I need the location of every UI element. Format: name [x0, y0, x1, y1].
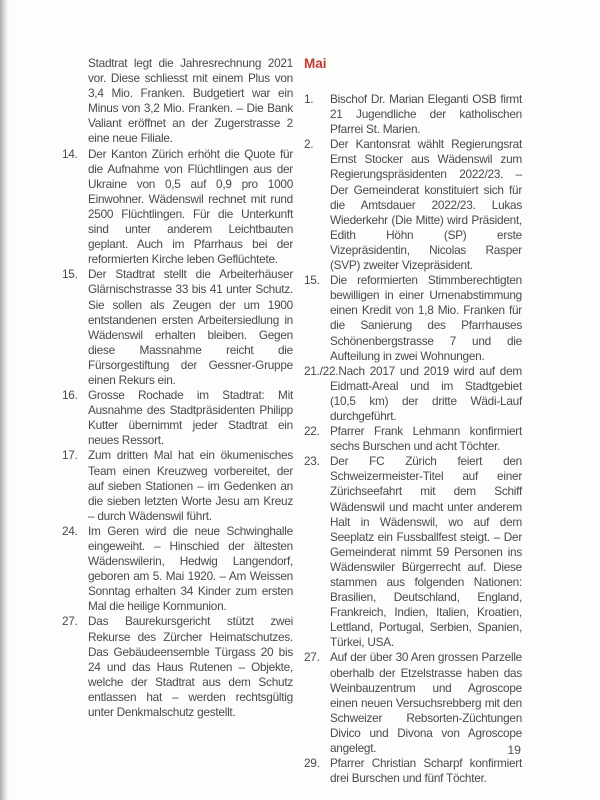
entry-number: 24.	[62, 523, 78, 538]
entry	[304, 137, 522, 273]
entry-number: 16.	[62, 388, 78, 403]
text-columns	[62, 56, 522, 786]
entry-number: 23.	[304, 454, 320, 469]
entry-number: 27.	[304, 650, 320, 665]
entry	[62, 448, 293, 523]
entry	[304, 454, 522, 650]
entry	[304, 92, 522, 137]
entry-text: Der Kanton Zürich erhöht die Quote für die Aufnahme von Flüchtlingen aus der Ukraine von 0,5 auf 0,9 pro 1000 Einwohner. Wädenswil rechnet mit rund 2500 Flüchtlingen. Für die Unterkunft sind unter anderem Leichtbauten geplant. Auch im Pfarrhaus bei der reformierten Kirche leben Geflüchtete.	[88, 146, 293, 267]
month-heading: Mai	[304, 56, 327, 71]
entry	[62, 524, 293, 615]
entry	[62, 56, 293, 147]
entry-text: Pfarrer Christian Scharpf konfirmiert drei Burschen und fünf Töchter.	[330, 756, 522, 786]
left-column	[62, 56, 293, 786]
entry-text: Bischof Dr. Marian Eleganti OSB firmt 21 Jugendliche der katholischen Pfarrei St. Marien.	[330, 92, 522, 137]
entry-number: 27.	[62, 614, 78, 629]
entry	[304, 650, 522, 756]
entry-number: 14.	[62, 146, 78, 161]
entry	[304, 424, 522, 454]
entry-text: Grosse Rochade im Stadtrat: Mit Ausnahme des Stadtpräsidenten Philipp Kutter übernimmt jeder Stadtrat ein neues Ressort.	[88, 388, 293, 448]
entry-text: Auf der über 30 Aren grossen Parzelle oberhalb der Etzelstrasse haben das Weinbauzentrum und Agroscope einen neuen Versuchsrebberg mit den Schweizer Rebsorten-Züchtungen Divico und Divona von Agroscope angelegt.	[330, 650, 522, 756]
entry	[62, 614, 293, 720]
entry-text: Nach 2017 und 2019 wird auf dem Eidmatt-Areal und im Stadtgebiet (10,5 km) der dritte Wädi-Lauf durchgeführt.	[330, 363, 522, 423]
entry-number: 1.	[304, 92, 314, 106]
entry-text: Zum dritten Mal hat ein ökumenisches Team einen Kreuzweg vorbereitet, der auf sieben Stationen – im Gedenken an die sieben letzten Worte Jesu am Kreuz – durch Wädenswil führt.	[88, 448, 293, 523]
page-number: 19	[507, 743, 521, 757]
entry-text: Der Kantonsrat wählt Regierungsrat Ernst Stocker aus Wädenswil zum Regierungspräsidenten 2022/23. – Der Gemeinderat konstituiert sich für die Amtsdauer 2022/23. Lukas Wiederkehr (Die Mitte) wird Präsident, Edith Höhn (SP) erste Vizepräsidentin, Nicolas Rasper (SVP) zweiter Vizepräsident.	[330, 137, 522, 273]
right-column	[304, 56, 522, 786]
entry-number: 2.	[304, 137, 314, 152]
entry-text: Die reformierten Stimmberechtigten bewilligen in einer Urnenabstimmung einen Kredit von 1,8 Mio. Franken für die Sanierung des Pfarrhauses Schönenbergstrasse 7 und die Aufteilung in zwei Wohnungen.	[330, 273, 522, 363]
entry-number: 29.	[304, 756, 320, 771]
entry-number: 21./22.	[304, 363, 339, 378]
entry-number: 17.	[62, 448, 78, 463]
entry	[304, 364, 522, 424]
entry-text: Im Geren wird die neue Schwinghalle eingeweiht. – Hinschied der ältesten Wädenswilerin, Hedwig Langendorf, geboren am 5. Mai 1920. – Am Weissen Sonntag erhalten 34 Kinder zum ersten Mal die heilige Kommunion.	[88, 523, 293, 614]
entry-text: Das Baurekursgericht stützt zwei Rekurse des Zürcher Heimatschutzes. Das Gebäudeensemble Türgass 20 bis 24 und das Haus Rutenen – Objekte, welche der Stadtrat aus dem Schutz entlassen hat – werden rechtsgültig unter Denkmalschutz gestellt.	[88, 614, 293, 720]
entry	[304, 273, 522, 364]
entry-number: 15.	[62, 267, 78, 282]
entry-text: Stadtrat legt die Jahresrechnung 2021 vor. Diese schliesst mit einem Plus von 3,4 Mio. Franken. Budgetiert war ein Minus von 3,2 Mio. Franken. – Die Bank Valiant eröffnet an der Zugerstrasse 2 eine neue Filiale.	[88, 56, 293, 146]
entry-text: Der Stadtrat stellt die Arbeiterhäuser Glärnischstrasse 33 bis 41 unter Schutz. Sie sollen als Zeugen der um 1900 entstandenen ersten Arbeitersiedlung in Wädenswil erhalten bleiben. Gegen diese Massnahme reicht die Fürsorgestiftung der Gessner-Gruppe einen Rekurs ein.	[88, 267, 293, 387]
entry	[62, 147, 293, 268]
page-edge-shadow	[0, 0, 9, 800]
entry-number: 22.	[304, 424, 320, 439]
entry-text: Pfarrer Frank Lehmann konfirmiert sechs Burschen und acht Töchter.	[330, 424, 522, 454]
entry	[62, 267, 293, 388]
entry	[62, 388, 293, 448]
entry-number: 15.	[304, 273, 320, 288]
entry	[304, 756, 522, 786]
entry-text: Der FC Zürich feiert den Schweizermeister-Titel auf einer Zürichseefahrt mit dem Schiff Wädenswil und macht unter anderem Halt in Wädenswil, wo auf dem Seeplatz ein Fussballfest steigt. – Der Gemeinderat nimmt 59 Personen ins Wädenswiler Bürgerrecht auf. Diese stammen aus folgenden Nationen: Brasilien, Deutschland, England, Frankreich, Indien, Italien, Kroatien, Lettland, Portugal, Serbien, Spanien, Türkei, USA.	[330, 454, 522, 650]
